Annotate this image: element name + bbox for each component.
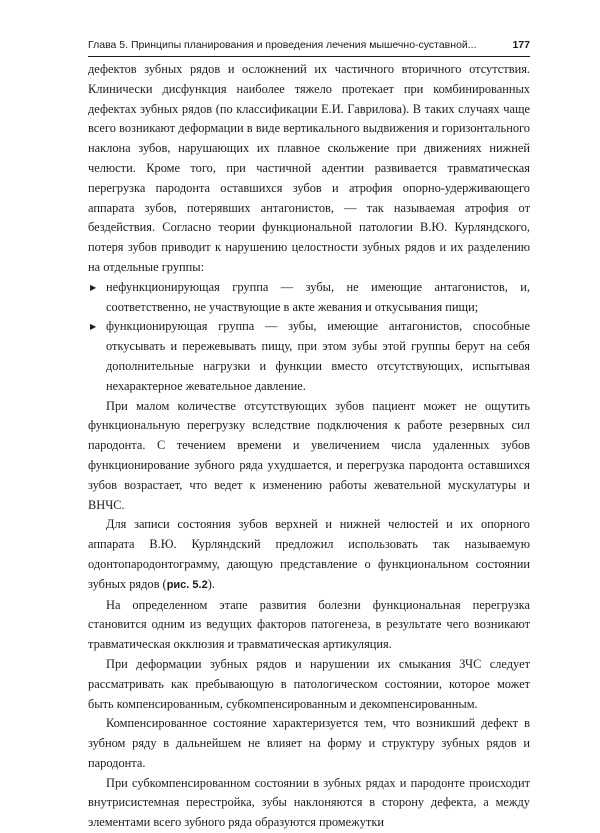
paragraph-4: На определенном этапе развития болезни функциональная перегрузка становится одним из ведущих факторов патогенеза, в результате чего возникают травматическая окклюзия и травматическая артикуляция. bbox=[88, 597, 530, 652]
triangle-bullet-icon: ▶ bbox=[90, 282, 97, 292]
bullet-list bbox=[88, 278, 530, 397]
running-header bbox=[88, 34, 530, 57]
list-item bbox=[88, 317, 530, 396]
list-item bbox=[88, 278, 530, 318]
paragraph-3-end: ). bbox=[207, 576, 215, 591]
paragraph-5: При деформации зубных рядов и нарушении их смыкания ЗЧС следует рассматривать как пребывающую в патологическом состоянии, которое может быть компенсированным, субкомпенсированным и декомпенсированным. bbox=[88, 656, 530, 711]
body-text bbox=[88, 60, 530, 833]
running-title: Глава 5. Принципы планирования и проведения лечения мышечно-суставной... bbox=[88, 39, 477, 51]
paragraph-6: Компенсированное состояние характеризуется тем, что возникший дефект в зубном ряду в дальнейшем не влияет на форму и структуру зубных рядов и пародонта. bbox=[88, 716, 530, 770]
page-number: 177 bbox=[512, 39, 530, 51]
list-item-text: функционирующая группа — зубы, имеющие антагонистов, способные откусывать и пережевывать пищу, при этом зубы этой группы берут на себя дополнительные нагрузки и функции вместо отсутствующих, испытывая нехарактерное жевательное давление. bbox=[106, 319, 530, 393]
paragraph-2: При малом количестве отсутствующих зубов пациент может не ощутить функциональную перегрузку вследствие подключения к работе резервных сил пародонта. С течением времени и увеличением числа удаленных зубов функционирование зубного ряда ухудшается, и перегрузка пародонта оставшихся зубов возрастает, что ведет к изменению работы жевательной мускулатуры и ВНЧС. bbox=[88, 398, 530, 512]
triangle-bullet-icon: ▶ bbox=[90, 322, 97, 332]
paragraph-1: дефектов зубных рядов и осложнений их частичного вторичного отсутствия. Клинически дисфункция наиболее тяжело протекает при комбинированных дефектах зубных рядов (по классификации Е.И. Гаврилова). В таких случаях чаще всего возникают деформации в виде вертикального выдвижения и горизонтального наклона зубов, нарушающих их плавное скольжение при движениях нижней челюсти. Кроме того, при частичной адентии развивается травматическая перегрузка пародонта оставшихся зубов и атрофия опорно-удерживающего аппарата зубов, потерявших антагонистов, — так называемая атрофия от бездействия. Согласно теории функциональной патологии В.Ю. Курляндского, потеря зубов приводит к нарушению целостности зубных рядов и их разделению на отдельные группы: bbox=[88, 62, 530, 274]
paragraph-3 bbox=[88, 515, 530, 595]
paragraph-3-text: Для записи состояния зубов верхней и нижней челюстей и их опорного аппарата В.Ю. Курляндский предложил использовать так называемую одонтопародонтограмму, дающую представление о функциональном состоянии зубных рядов ( bbox=[88, 517, 530, 591]
list-item-text: нефункционирующая группа — зубы, не имеющие антагонистов, и, соответственно, не участвующие в акте жевания и откусывания пищи; bbox=[106, 279, 530, 314]
figure-reference: рис. 5.2 bbox=[166, 578, 208, 591]
paragraph-7: При субкомпенсированном состоянии в зубных рядах и пародонте происходит внутрисистемная перестройка, зубы наклоняются в сторону дефекта, а между элементами всего зубного ряда образуются промежутки bbox=[88, 775, 530, 830]
